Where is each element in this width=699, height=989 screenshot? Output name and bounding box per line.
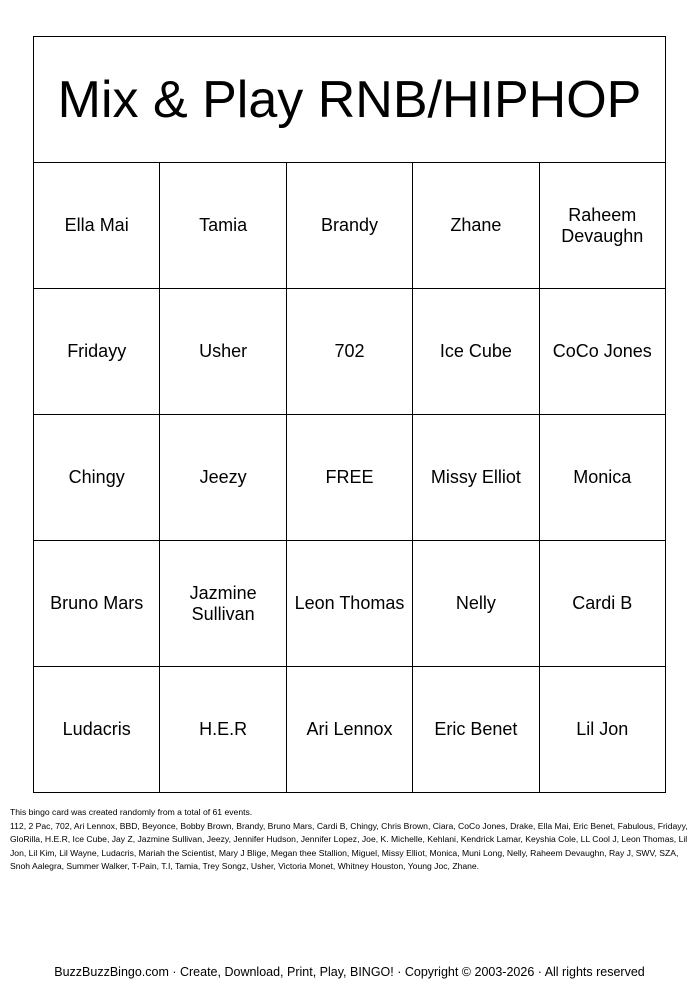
bingo-card — [33, 36, 666, 793]
bingo-cell: Fridayy — [34, 289, 160, 415]
bingo-row — [34, 163, 666, 289]
bingo-cell: Eric Benet — [413, 667, 539, 793]
created-note: This bingo card was created randomly from a total of 61 events. — [10, 807, 253, 817]
site-footer: BuzzBuzzBingo.com · Create, Download, Print, Play, BINGO! · Copyright © 2003-2026 · All rights reserved — [54, 965, 645, 979]
bingo-row — [34, 541, 666, 667]
bingo-cell: Leon Thomas — [286, 541, 412, 667]
bingo-cell: Nelly — [413, 541, 539, 667]
bingo-row — [34, 667, 666, 793]
card-info — [10, 806, 690, 874]
bingo-cell: Tamia — [160, 163, 286, 289]
bingo-cell: Ari Lennox — [286, 667, 412, 793]
title-row — [34, 37, 666, 163]
bingo-cell: Usher — [160, 289, 286, 415]
events-list: 112, 2 Pac, 702, Ari Lennox, BBD, Beyonce, Bobby Brown, Brandy, Bruno Mars, Cardi B, Chingy, Chris Brown, Ciara, CoCo Jones, Drake, Ella Mai, Eric Benet, Fabulous, Fridayy, GloRilla, H.E.R, Ice Cube, Jay Z, Jazmine Sullivan, Jeezy, Jennifer Hudson, Jennifer Lopez, Joe, K. Michelle, Kehlani, Kendrick Lamar, Keyshia Cole, LL Cool J, Leon Thomas, Lil Jon, Lil Kim, Lil Wayne, Ludacris, Mariah the Scientist, Mary J Blige, Megan thee Stallion, Miguel, Missy Elliot, Monica, Muni Long, Nelly, Raheem Devaughn, Ray J, SWV, SZA, Snoh Aalegra, Summer Walker, T-Pain, T.I, Tamia, Trey Songz, Usher, Victoria Monet, Whitney Houston, Young Joc, Zhane. — [10, 820, 688, 871]
bingo-cell: 702 — [286, 289, 412, 415]
free-space-cell: FREE — [286, 415, 412, 541]
bingo-row — [34, 415, 666, 541]
bingo-cell: Bruno Mars — [34, 541, 160, 667]
bingo-cell: CoCo Jones — [539, 289, 665, 415]
bingo-row — [34, 289, 666, 415]
bingo-cell: Monica — [539, 415, 665, 541]
bingo-cell: Raheem Devaughn — [539, 163, 665, 289]
bingo-cell: Brandy — [286, 163, 412, 289]
bingo-cell: Chingy — [34, 415, 160, 541]
bingo-cell: Ice Cube — [413, 289, 539, 415]
bingo-cell: Cardi B — [539, 541, 665, 667]
bingo-cell: Ludacris — [34, 667, 160, 793]
bingo-cell: H.E.R — [160, 667, 286, 793]
bingo-cell: Jazmine Sullivan — [160, 541, 286, 667]
bingo-cell: Ella Mai — [34, 163, 160, 289]
bingo-cell: Zhane — [413, 163, 539, 289]
bingo-cell: Lil Jon — [539, 667, 665, 793]
bingo-cell: Jeezy — [160, 415, 286, 541]
bingo-cell: Missy Elliot — [413, 415, 539, 541]
card-title: Mix & Play RNB/HIPHOP — [34, 37, 666, 163]
